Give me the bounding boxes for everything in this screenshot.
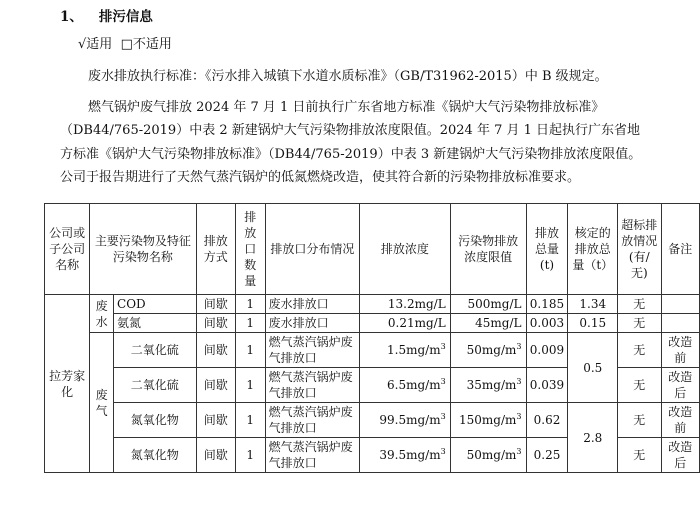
applicable-option: √适用 bbox=[78, 37, 113, 52]
applicability-line bbox=[78, 33, 700, 52]
outlets-cell: 1 bbox=[235, 295, 265, 314]
outlets-cell: 1 bbox=[235, 314, 265, 333]
distribution-cell: 燃气蒸汽锅炉废气排放口 bbox=[265, 333, 360, 368]
header-outlets: 排放口数量 bbox=[235, 204, 265, 295]
distribution-cell: 燃气蒸汽锅炉废气排放口 bbox=[265, 438, 360, 473]
approved-so2-cell: 0.5 bbox=[568, 333, 618, 403]
header-approved: 核定的排放总量（t） bbox=[568, 204, 618, 295]
total-cell: 0.039 bbox=[526, 368, 568, 403]
remark-cell: 改造后 bbox=[661, 368, 699, 403]
section-number: 1、 bbox=[60, 9, 83, 25]
standard-cell: 500mg/L bbox=[450, 295, 526, 314]
total-cell: 0.25 bbox=[526, 438, 568, 473]
table-row bbox=[45, 295, 700, 314]
pollutant-cell: 二氧化硫 bbox=[114, 333, 197, 368]
pollutant-cell: 氮氧化物 bbox=[114, 403, 197, 438]
header-company: 公司或子公司名称 bbox=[45, 204, 90, 295]
table-row bbox=[45, 403, 700, 438]
approved-nox-cell: 2.8 bbox=[568, 403, 618, 473]
exceed-cell: 无 bbox=[618, 403, 662, 438]
distribution-cell: 燃气蒸汽锅炉废气排放口 bbox=[265, 368, 360, 403]
outlets-cell: 1 bbox=[235, 333, 265, 368]
approved-cell: 0.15 bbox=[568, 314, 618, 333]
total-cell: 0.003 bbox=[526, 314, 568, 333]
section-heading bbox=[60, 5, 700, 25]
section-title: 排污信息 bbox=[98, 9, 153, 25]
remark-cell bbox=[661, 314, 699, 333]
wastewater-standard-text: 废水排放执行标准：《污水排入城镇下水道水质标准》（GB/T31962-2015）中 B 级规定。 bbox=[88, 69, 608, 84]
outlets-cell: 1 bbox=[235, 403, 265, 438]
pollutant-cell: 二氧化硫 bbox=[114, 368, 197, 403]
standard-cell: $50mg/m^3$ bbox=[450, 438, 526, 473]
exceed-cell: 无 bbox=[618, 314, 662, 333]
standard-cell: $50mg/m^3$ bbox=[450, 333, 526, 368]
concentration-cell: $39.5mg/m^3$ bbox=[360, 438, 450, 473]
table-row bbox=[45, 314, 700, 333]
header-exceed: 超标排放情况(有/无) bbox=[618, 204, 662, 295]
concentration-cell: 13.2mg/L bbox=[360, 295, 450, 314]
not-applicable-option: □不适用 bbox=[120, 37, 172, 52]
remark-cell: 改造前 bbox=[661, 333, 699, 368]
pollution-table bbox=[44, 203, 700, 473]
gas-standard-text-3: 方标准《锅炉大气污染物排放标准》（DB44/765-2019）中表 3 新建锅炉大气污染物排放浓度限值。 bbox=[60, 147, 642, 162]
remark-cell: 改造前 bbox=[661, 403, 699, 438]
pollutant-cell: 氨氮 bbox=[114, 314, 197, 333]
exceed-cell: 无 bbox=[618, 333, 662, 368]
header-standard: 污染物排放浓度限值 bbox=[450, 204, 526, 295]
gas-standard-text-1: 燃气锅炉废气排放 2024 年 7 月 1 日前执行广东省地方标准《锅炉大气污染物排放标准》 bbox=[88, 100, 605, 115]
distribution-cell: 燃气蒸汽锅炉废气排放口 bbox=[265, 403, 360, 438]
concentration-cell: $99.5mg/m^3$ bbox=[360, 403, 450, 438]
outlets-cell: 1 bbox=[235, 368, 265, 403]
method-cell: 间歇 bbox=[196, 295, 235, 314]
approved-cell: 1.34 bbox=[568, 295, 618, 314]
header-pollutant: 主要污染物及特征污染物名称 bbox=[90, 204, 196, 295]
remark-cell bbox=[661, 295, 699, 314]
table-row bbox=[45, 333, 700, 368]
table-header-row bbox=[45, 204, 700, 295]
pollutant-cell: 氮氧化物 bbox=[114, 438, 197, 473]
method-cell: 间歇 bbox=[196, 403, 235, 438]
header-method: 排放方式 bbox=[196, 204, 235, 295]
header-distribution: 排放口分布情况 bbox=[265, 204, 360, 295]
group-water-cell: 废水 bbox=[90, 295, 114, 333]
standard-cell: $150mg/m^3$ bbox=[450, 403, 526, 438]
concentration-cell: $6.5mg/m^3$ bbox=[360, 368, 450, 403]
method-cell: 间歇 bbox=[196, 314, 235, 333]
group-gas-cell: 废气 bbox=[90, 333, 114, 473]
method-cell: 间歇 bbox=[196, 333, 235, 368]
concentration-cell: 0.21mg/L bbox=[360, 314, 450, 333]
header-total: 排放总量(t) bbox=[526, 204, 568, 295]
gas-standard-text-4: 公司于报告期进行了天然气蒸汽锅炉的低氮燃烧改造，使其符合新的污染物排放标准要求。 bbox=[60, 170, 581, 185]
header-concentration: 排放浓度 bbox=[360, 204, 450, 295]
exceed-cell: 无 bbox=[618, 368, 662, 403]
standard-cell: $35mg/m^3$ bbox=[450, 368, 526, 403]
total-cell: 0.185 bbox=[526, 295, 568, 314]
total-cell: 0.009 bbox=[526, 333, 568, 368]
header-remark: 备注 bbox=[661, 204, 699, 295]
standard-cell: 45mg/L bbox=[450, 314, 526, 333]
remark-cell: 改造后 bbox=[661, 438, 699, 473]
distribution-cell: 废水排放口 bbox=[265, 314, 360, 333]
gas-standard-text-2: （DB44/765-2019）中表 2 新建锅炉大气污染物排放浓度限值。2024 年 7 月 1 日起执行广东省地 bbox=[60, 123, 641, 138]
total-cell: 0.62 bbox=[526, 403, 568, 438]
distribution-cell: 废水排放口 bbox=[265, 295, 360, 314]
outlets-cell: 1 bbox=[235, 438, 265, 473]
method-cell: 间歇 bbox=[196, 368, 235, 403]
pollutant-cell: COD bbox=[114, 295, 197, 314]
company-name-cell: 拉芳家化 bbox=[45, 295, 90, 473]
exceed-cell: 无 bbox=[618, 295, 662, 314]
concentration-cell: $1.5mg/m^3$ bbox=[360, 333, 450, 368]
exceed-cell: 无 bbox=[618, 438, 662, 473]
method-cell: 间歇 bbox=[196, 438, 235, 473]
